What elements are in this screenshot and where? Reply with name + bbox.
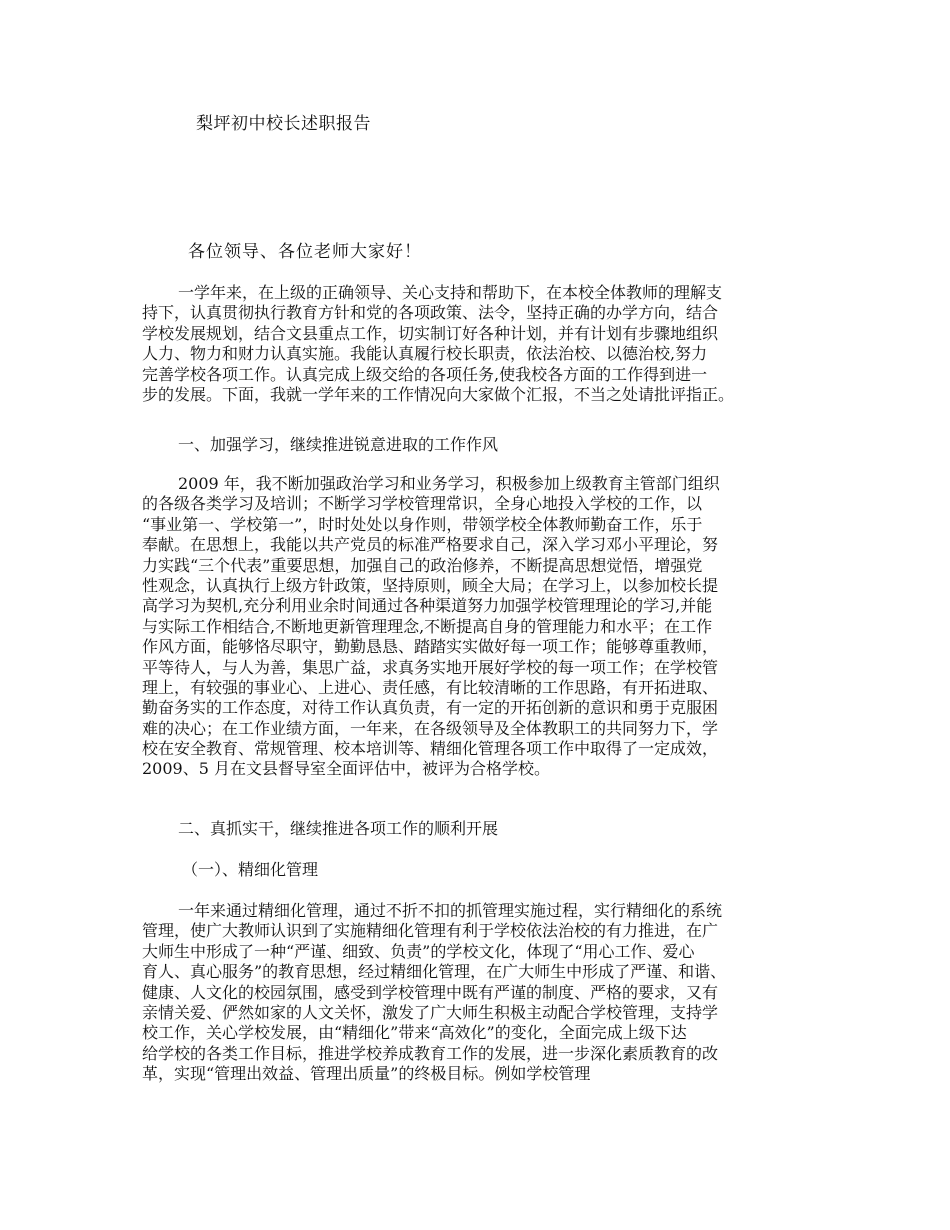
- paragraph-line: 完善学校各项工作。认真完成上级交给的各项任务,使我校各方面的工作得到进一: [142, 364, 708, 384]
- paragraph-line: 校在安全教育、常规管理、校本培训等、精细化管理各项工作中取得了一定成效，: [142, 739, 719, 759]
- paragraph-line: 奉献。在思想上，我能以共产党员的标准严格要求自己，深入学习邓小平理论，努: [142, 535, 719, 555]
- paragraph-line: 高学习为契机,充分利用业余时间通过各种渠道努力加强学校管理理论的学习,并能: [142, 596, 713, 616]
- paragraph-line: 健康、人文化的校园氛围，感受到学校管理中既有严谨的制度、严格的要求，又有: [142, 982, 719, 1002]
- paragraph-line: 大师生中形成了一种“严谨、细致、负责”的学校文化，体现了“用心工作、爱心: [142, 941, 695, 961]
- paragraph-line: 人力、物力和财力认真实施。我能认真履行校长职责，依法治校、以德治校,努力: [142, 344, 708, 364]
- paragraph-line: 持下，认真贯彻执行教育方针和党的各项政策、法令，坚持正确的办学方向，结合: [142, 303, 719, 323]
- paragraph-line: 2009、5 月在文县督导室全面评估中，被评为合格学校。: [142, 759, 550, 779]
- document-title: 梨坪初中校长述职报告: [196, 114, 371, 134]
- paragraph-line: 与实际工作相结合,不断地更新管理理念,不断提高自身的管理能力和水平；在工作: [142, 616, 713, 636]
- section-heading-1: 一、加强学习，继续推进锐意进取的工作作风: [178, 435, 499, 454]
- paragraph-line: 校工作，关心学校发展，由“精细化”带来“高效化”的变化，全面完成上级下达: [142, 1023, 687, 1043]
- paragraph-line: 性观念，认真执行上级方针政策，坚持原则，顾全大局；在学习上，以参加校长提: [142, 575, 719, 595]
- paragraph-line: 平等待人，与人为善，集思广益，求真务实地开展好学校的每一项工作；在学校管: [142, 657, 719, 677]
- paragraph-line: 勤奋务实的工作态度，对待工作认真负责，有一定的开拓创新的意识和勇于克服困: [142, 698, 719, 718]
- paragraph-line: 育人、真心服务”的教育思想，经过精细化管理，在广大师生中形成了严谨、和谐、: [142, 962, 727, 982]
- paragraph-intro: [142, 283, 832, 405]
- paragraph-line: 作风方面，能够恪尽职守，勤勤恳恳、踏踏实实做好每一项工作；能够尊重教师，: [142, 637, 719, 657]
- paragraph-line: 学校发展规划，结合文县重点工作，切实制订好各种计划，并有计划有步骤地组织: [142, 323, 719, 343]
- paragraph-line: 难的决心；在工作业绩方面，一年来，在各级领导及全体教职工的共同努力下，学: [142, 718, 719, 738]
- paragraph-line: 一年来通过精细化管理，通过不折不扣的抓管理实施过程，实行精细化的系统: [178, 901, 723, 920]
- paragraph-line: “事业第一、学校第一”，时时处处以身作则，带领学校全体教师勤奋工作，乐于: [142, 514, 703, 534]
- section-heading-2: 二、真抓实干，继续推进各项工作的顺利开展: [178, 819, 499, 838]
- paragraph-line: 一学年来，在上级的正确领导、关心支持和帮助下，在本校全体教师的理解支: [178, 283, 723, 302]
- paragraph-line: 给学校的各类工作目标，推进学校养成教育工作的发展，进一步深化素质教育的改: [142, 1043, 719, 1063]
- paragraph-line: 2009 年，我不断加强政治学习和业务学习，积极参加上级教育主管部门组织: [178, 474, 720, 493]
- paragraph-refined-management: [142, 901, 832, 1085]
- paragraph-line: 理上，有较强的事业心、上进心、责任感，有比较清晰的工作思路，有开拓进取、: [142, 677, 719, 697]
- paragraph-line: 亲情关爱、俨然如家的人文关怀，激发了广大师生积极主动配合学校管理，支持学: [142, 1002, 719, 1022]
- paragraph-line: 步的发展。下面，我就一学年来的工作情况向大家做个汇报，不当之处请批评指正。: [142, 384, 735, 404]
- paragraph-line: 力实践“三个代表”重要思想，加强自己的政治修养，不断提高思想觉悟，增强党: [142, 555, 703, 575]
- subsection-heading-1: （一）、精细化管理: [182, 860, 319, 879]
- paragraph-study: [142, 474, 832, 780]
- greeting: 各位领导、各位老师大家好！: [188, 242, 422, 262]
- paragraph-line: 革，实现“管理出效益、管理出质量”的终极目标。例如学校管理: [142, 1064, 591, 1084]
- paragraph-line: 的各级各类学习及培训；不断学习学校管理常识，全身心地投入学校的工作，以: [142, 494, 703, 514]
- paragraph-line: 管理，使广大教师认识到了实施精细化管理有利于学校依法治校的有力推进，在广: [142, 921, 719, 941]
